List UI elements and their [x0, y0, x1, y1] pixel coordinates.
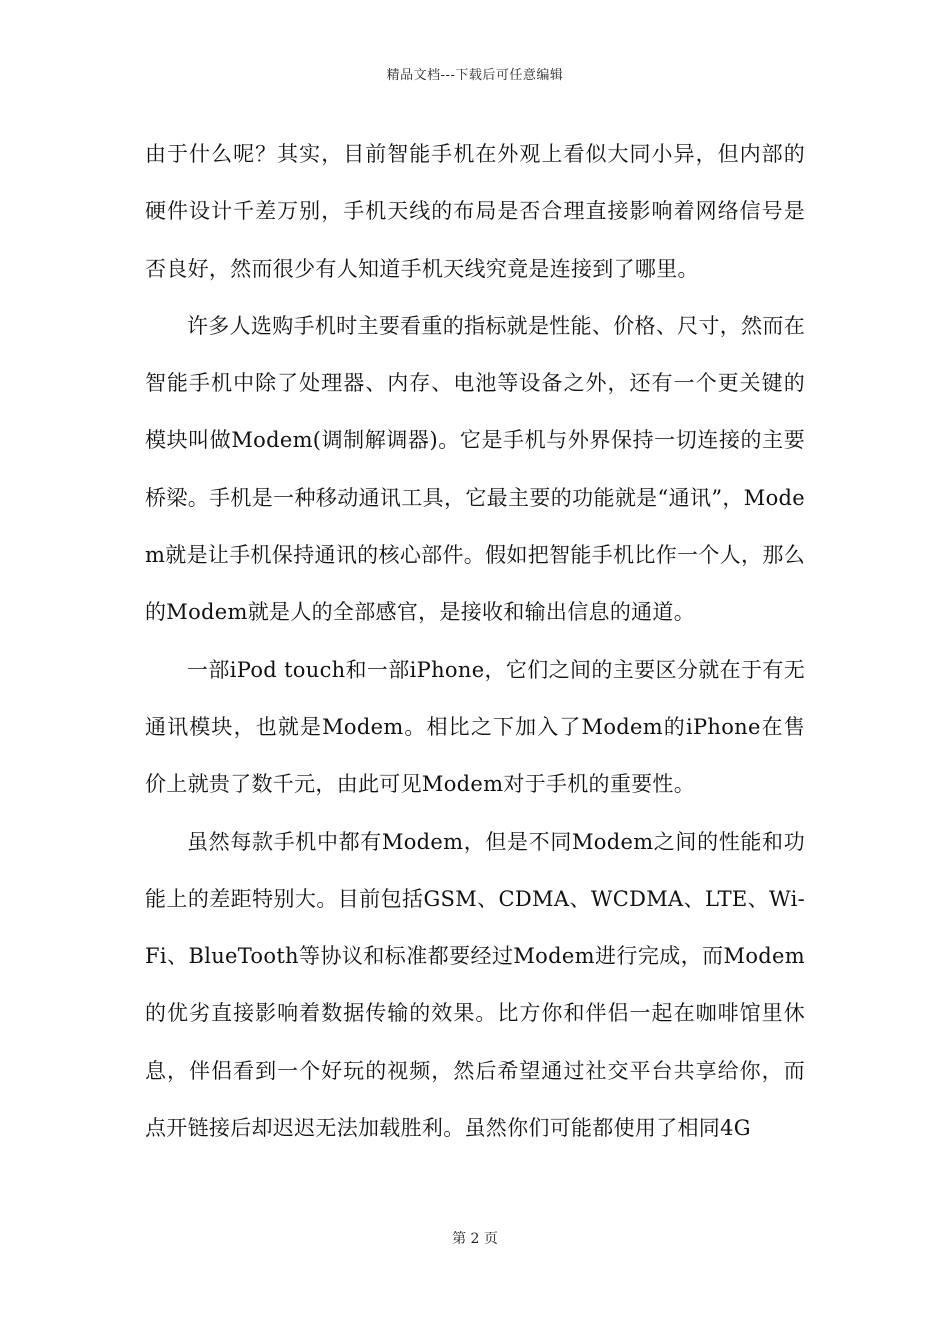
paragraph-1: 由于什么呢？其实，目前智能手机在外观上看似大同小异，但内部的硬件设计千差万别，手机天线的布局是否合理直接影响着网络信号是否良好，然而很少有人知道手机天线究竟是连接到了哪里。 [145, 142, 805, 281]
page-number: 第 2 页 [452, 1231, 498, 1247]
paragraph-4: 虽然每款手机中都有Modem，但是不同Modem之间的性能和功能上的差距特别大。目前包括GSM、CDMA、WCDMA、LTE、Wi-Fi、BlueTooth等协议和标准都要经过Modem进行完成，而Modem的优劣直接影响着数据传输的效果。比方你和伴侣一起在咖啡馆里休息，伴侣看到一个好玩的视频，然后希望通过社交平台共享给你，而点开链接后却迟迟无法加载胜利。虽然你们可能都使用了相同4G [145, 829, 805, 1141]
paragraph-3: 一部iPod touch和一部iPhone，它们之间的主要区分就在于有无通讯模块，也就是Modem。相比之下加入了Modem的iPhone在售价上就贵了数千元，由此可见Modem对于手机的重要性。 [145, 657, 805, 797]
page-header: 精品文档---下载后可任意编辑 [386, 68, 564, 83]
paragraph-2: 许多人选购手机时主要看重的指标就是性能、价格、尺寸，然而在智能手机中除了处理器、内存、电池等设备之外，还有一个更关键的模块叫做Modem(调制解调器)。它是手机与外界保持一切连接的主要桥梁。手机是一种移动通讯工具，它最主要的功能就是“通讯”，Modem就是让手机保持通讯的核心部件。假如把智能手机比作一个人，那么的Modem就是人的全部感官，是接收和输出信息的通道。 [145, 313, 805, 625]
document-body [145, 126, 805, 1157]
